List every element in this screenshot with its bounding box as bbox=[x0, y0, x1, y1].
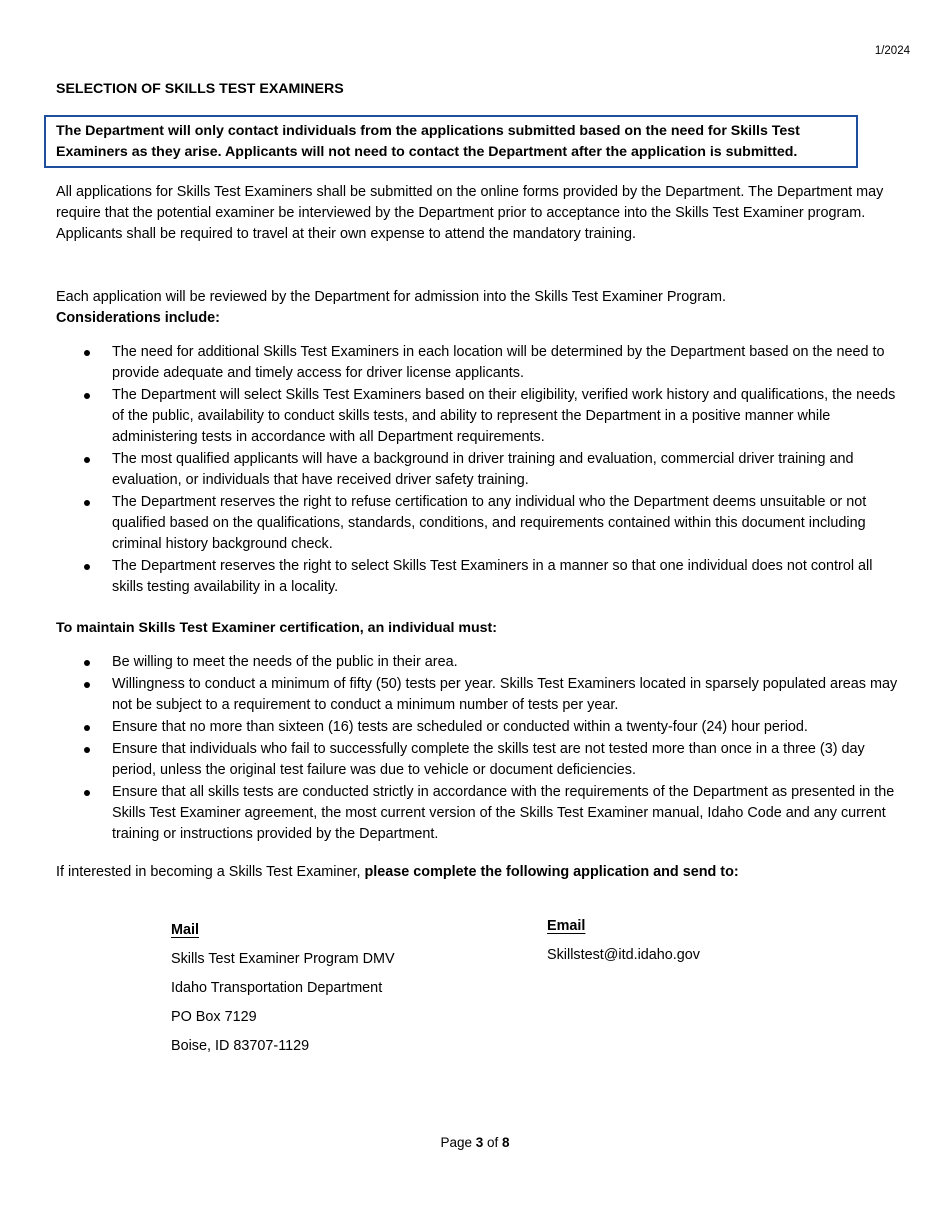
list-item: Ensure that no more than sixteen (16) tests are scheduled or conducted within a twenty-four (24) hour period. bbox=[56, 717, 898, 738]
list-item: Be willing to meet the needs of the public in their area. bbox=[56, 652, 898, 673]
mail-line: Boise, ID 83707-1129 bbox=[171, 1038, 310, 1054]
list-item: Ensure that individuals who fail to successfully complete the skills test are not tested more than once in a three (3) day period, unless the original test failure was due to vehicle or document deficiencies. bbox=[56, 739, 898, 781]
email-address[interactable]: Skillstest@itd.idaho.gov bbox=[547, 947, 700, 963]
bullet-icon bbox=[84, 564, 90, 570]
interest-paragraph bbox=[56, 862, 886, 883]
considerations-label: Considerations include: bbox=[56, 310, 220, 326]
list-item: The Department reserves the right to refuse certification to any individual who the Department deems unsuitable or not qualified based on the qualifications, standards, conditions, and requirements contained within this document including criminal history background check. bbox=[56, 492, 898, 555]
bullet-icon bbox=[84, 747, 90, 753]
mail-address-block bbox=[171, 920, 395, 1057]
page-number: 3 bbox=[475, 1135, 484, 1150]
review-paragraph bbox=[56, 287, 886, 329]
notice-box: The Department will only contact individuals from the applications submitted based on the need for Skills Test Examiners as they arise. Applicants will not need to contact the Department after the application is submitted. bbox=[44, 115, 858, 168]
mail-title: Mail bbox=[171, 922, 199, 938]
list-item: The most qualified applicants will have a background in driver training and evaluation, commercial driver training and evaluation, or individuals that have received driver safety training. bbox=[56, 449, 898, 491]
bullet-icon bbox=[84, 500, 90, 506]
page-word: Page bbox=[440, 1135, 472, 1150]
section-heading: SELECTION OF SKILLS TEST EXAMINERS bbox=[56, 81, 344, 97]
bullet-icon bbox=[84, 457, 90, 463]
interest-text: If interested in becoming a Skills Test Examiner, bbox=[56, 864, 365, 880]
bullet-icon bbox=[84, 393, 90, 399]
document-date: 1/2024 bbox=[874, 45, 910, 57]
email-block bbox=[547, 916, 700, 966]
interest-instruction: please complete the following application and send to: bbox=[364, 864, 739, 880]
bullet-icon bbox=[84, 682, 90, 688]
requirements-list bbox=[56, 652, 898, 845]
page-footer bbox=[0, 1132, 950, 1153]
mail-line: Idaho Transportation Department bbox=[171, 980, 383, 996]
bullet-icon bbox=[84, 350, 90, 356]
review-text: Each application will be reviewed by the Department for admission into the Skills Test Examiner Program. bbox=[56, 289, 727, 305]
page-total: 8 bbox=[502, 1135, 510, 1150]
list-item: The Department reserves the right to select Skills Test Examiners in a manner so that one individual does not control all skills testing availability in a locality. bbox=[56, 556, 898, 598]
list-item: Willingness to conduct a minimum of fifty (50) tests per year. Skills Test Examiners located in sparsely populated areas may not be subject to a requirement to conduct a minimum number of tests per year. bbox=[56, 674, 898, 716]
considerations-list bbox=[56, 342, 898, 598]
list-item: Ensure that all skills tests are conducted strictly in accordance with the requirements of the Department as presented in the Skills Test Examiner agreement, the most current version of the Skills Test Examiner manual, Idaho Code and any current training or instructions provided by the Department. bbox=[56, 782, 898, 845]
maintain-heading: To maintain Skills Test Examiner certification, an individual must: bbox=[56, 620, 497, 636]
list-item: The need for additional Skills Test Examiners in each location will be determined by the Department based on the need to provide adequate and timely access for driver license applicants. bbox=[56, 342, 898, 384]
bullet-icon bbox=[84, 725, 90, 731]
bullet-icon bbox=[84, 660, 90, 666]
bullet-icon bbox=[84, 790, 90, 796]
mail-line: Skills Test Examiner Program DMV bbox=[171, 951, 395, 967]
mail-line: PO Box 7129 bbox=[171, 1009, 257, 1025]
applications-paragraph: All applications for Skills Test Examiners shall be submitted on the online forms provided by the Department. The Department may require that the potential examiner be interviewed by the Department prior to acceptance into the Skills Test Examiner program. Applicants shall be required to travel at their own expense to attend the mandatory training. bbox=[56, 184, 884, 242]
email-title: Email bbox=[547, 918, 586, 934]
of-word: of bbox=[487, 1135, 499, 1150]
list-item: The Department will select Skills Test Examiners based on their eligibility, verified work history and qualifications, the needs of the public, availability to conduct skills tests, and ability to represent the Department in a positive manner while administering tests in accordance with all Department requirements. bbox=[56, 385, 898, 448]
